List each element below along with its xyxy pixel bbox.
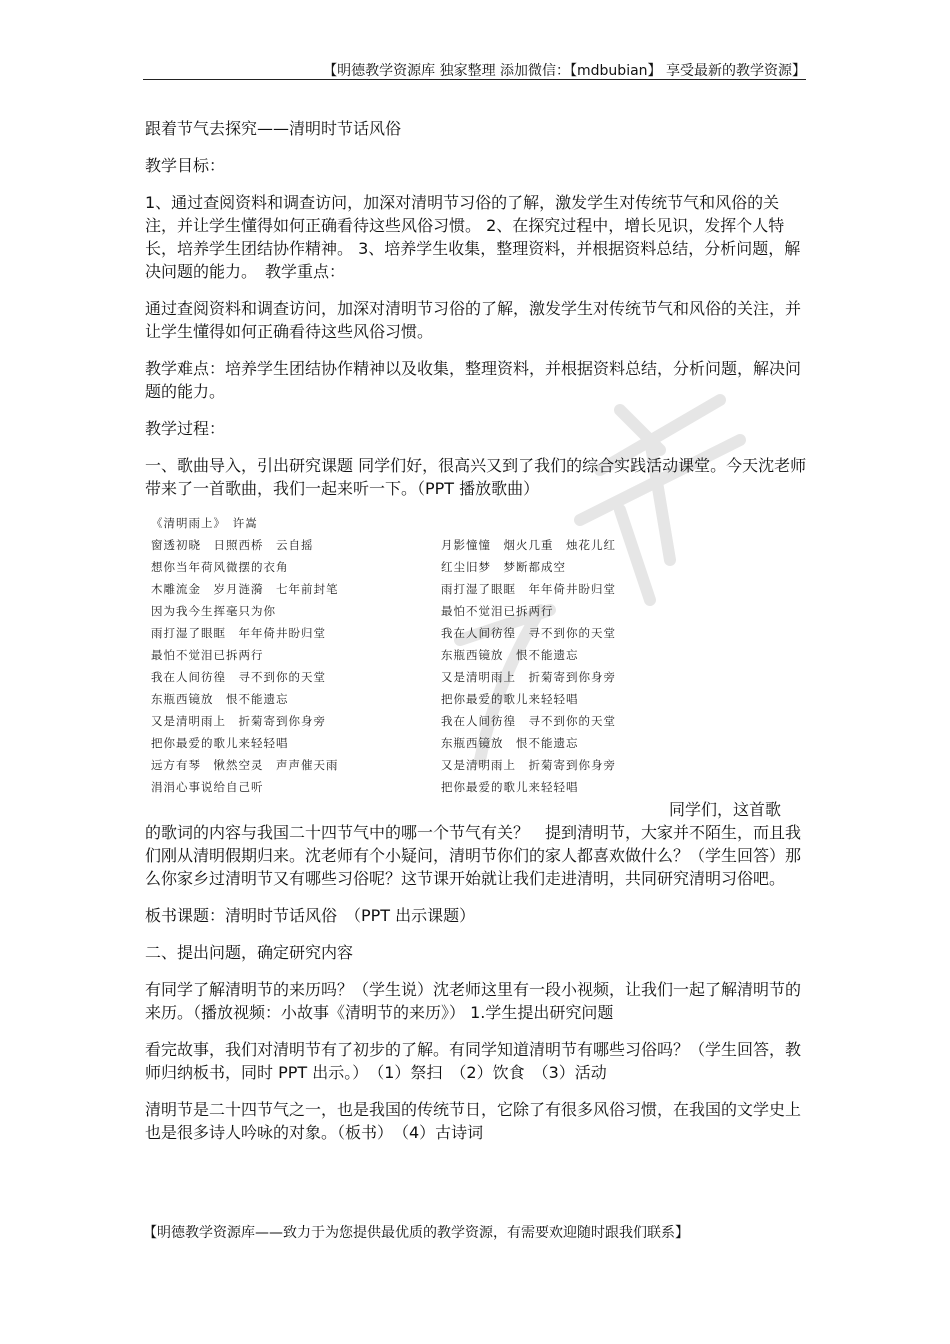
lyric-line: 我在人间彷徨 寻不到你的天堂	[441, 626, 616, 640]
lyric-line: 想你当年荷风微摆的衣角	[151, 560, 289, 574]
lesson-title: 跟着节气去探究——清明时节话风俗	[145, 119, 402, 138]
page-header: 【明德教学资源库 独家整理 添加微信：【mdbubian】 享受最新的教学资源】	[323, 63, 806, 79]
lyrics-title: 《清明雨上》 许嵩	[151, 516, 258, 530]
poetry-paragraph: 清明节是二十四节气之一，也是我国的传统节日，它除了有很多风俗习惯，在我国的文学史上也是很多诗人吟咏的对象。（板书） （4）古诗词	[145, 1100, 802, 1142]
lyrics-left-column	[151, 512, 441, 798]
lyric-line: 月影憧憧 烟火几重 烛花儿红	[441, 538, 616, 552]
section-one-paragraph: 一、歌曲导入，引出研究课题 同学们好，很高兴又到了我们的综合实践活动课堂。今天沈老师带来了一首歌曲，我们一起来听一下。（PPT 播放歌曲）	[145, 456, 807, 498]
lyric-line: 最怕不觉泪已拆两行	[151, 648, 264, 662]
lyric-line: 涓涓心事说给自己听	[151, 780, 264, 794]
after-lyrics-lead: 同学们，这首歌	[669, 800, 782, 819]
lyric-line: 把你最爱的歌儿来轻轻唱	[441, 780, 579, 794]
lyric-line: 又是清明雨上 折菊寄到你身旁	[441, 670, 616, 684]
page-footer: 【明德教学资源库——致力于为您提供最优质的教学资源，有需要欢迎随时跟我们联系】	[143, 1225, 689, 1241]
lyric-line: 东瓶西镜放 恨不能遗忘	[441, 648, 579, 662]
difficulty-paragraph: 教学难点：培养学生团结协作精神以及收集，整理资料，并根据资料总结，分析问题，解决问题的能力。	[145, 359, 802, 401]
goals-heading: 教学目标：	[145, 156, 226, 175]
lyric-line: 远方有琴 愀然空灵 声声催天雨	[151, 758, 339, 772]
after-lyrics-paragraph	[145, 798, 807, 890]
lyric-line: 又是清明雨上 折菊寄到你身旁	[441, 758, 616, 772]
lyric-line: 雨打湿了眼眶 年年倚井盼归堂	[441, 582, 616, 596]
lyrics-spacer	[441, 512, 671, 534]
lyrics-right-column	[441, 512, 671, 798]
lyric-line: 把你最爱的歌儿来轻轻唱	[441, 692, 579, 706]
process-heading: 教学过程：	[145, 419, 226, 438]
lyric-line: 最怕不觉泪已拆两行	[441, 604, 554, 618]
lyric-line: 木雕流金 岁月涟漪 七年前封笔	[151, 582, 339, 596]
board-title-paragraph: 板书课题：清明时节话风俗 （PPT 出示课题）	[145, 906, 476, 925]
lyric-line: 东瓶西镜放 恨不能遗忘	[151, 692, 289, 706]
section-two-heading: 二、提出问题，确定研究内容	[145, 943, 354, 962]
header-divider	[143, 79, 806, 80]
after-lyrics-text: 的歌词的内容与我国二十四节气中的哪一个节气有关？ 提到清明节，大家并不陌生，而且我们刚从清明假期归来。沈老师有个小疑问，清明节你们的家人都喜欢做什么？（学生回答）那么你家乡过清明节又有哪些习俗呢？这节课开始就让我们走进清明，共同研究清明习俗吧。	[145, 823, 802, 888]
lyric-line: 我在人间彷徨 寻不到你的天堂	[441, 714, 616, 728]
goals-paragraph: 1、通过查阅资料和调查访问，加深对清明节习俗的了解，激发学生对传统节气和风俗的关注，并让学生懂得如何正确看待这些风俗习惯。 2、在探究过程中，增长见识，发挥个人特长，培养学生团结协作精神。 3、培养学生收集，整理资料，并根据资料总结，分析问题，解决问题的能力。 教学重点：	[145, 193, 801, 281]
lyric-line: 东瓶西镜放 恨不能遗忘	[441, 736, 579, 750]
customs-paragraph: 看完故事，我们对清明节有了初步的了解。有同学知道清明节有哪些习俗吗？（学生回答，教师归纳板书，同时 PPT 出示。） （1）祭扫 （2）饮食 （3）活动	[145, 1040, 802, 1082]
lyric-line: 又是清明雨上 折菊寄到你身旁	[151, 714, 326, 728]
lyric-line: 雨打湿了眼眶 年年倚井盼归堂	[151, 626, 326, 640]
song-lyrics-image	[151, 512, 671, 798]
history-paragraph: 有同学了解清明节的来历吗？（学生说）沈老师这里有一段小视频，让我们一起了解清明节的来历。（播放视频：小故事《清明节的来历》） 1.学生提出研究问题	[145, 980, 802, 1022]
lyric-line: 把你最爱的歌儿来轻轻唱	[151, 736, 289, 750]
lyric-line: 因为我今生挥毫只为你	[151, 604, 276, 618]
lyric-line: 我在人间彷徨 寻不到你的天堂	[151, 670, 326, 684]
lyric-line: 窗透初晓 日照西桥 云自摇	[151, 538, 314, 552]
lyric-line: 红尘旧梦 梦断都成空	[441, 560, 566, 574]
document-body	[145, 117, 807, 1158]
key-points-paragraph: 通过查阅资料和调查访问，加深对清明节习俗的了解，激发学生对传统节气和风俗的关注，并让学生懂得如何正确看待这些风俗习惯。	[145, 299, 802, 341]
